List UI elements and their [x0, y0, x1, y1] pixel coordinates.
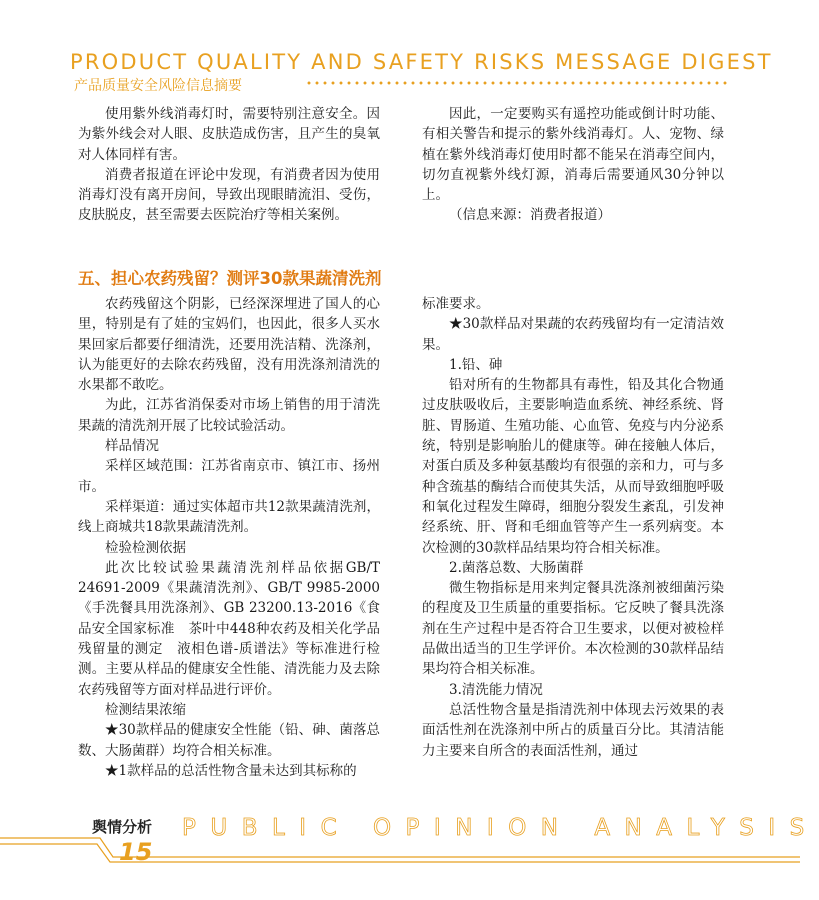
paragraph: 农药残留这个阴影，已经深深埋进了国人的心里，特别是有了娃的宝妈们，也因此，很多人买水果回家后都要仔细清洗，还要用洗洁精、洗涤剂，认为能更好的去除农药残留，没有用洗涤剂清洗的水果都不敢吃。: [78, 296, 380, 394]
paragraph: 采样区域范围：江苏省南京市、镇江市、扬州市。: [78, 458, 380, 495]
subheading: 检验检测依据: [105, 539, 186, 556]
paragraph: 微生物指标是用来判定餐具洗涤剂被细菌污染的程度及卫生质量的重要指标。它反映了餐具洗涤剂在生产过程中是否符合卫生要求，以便对被检样品做出适当的卫生学评价。本次检测的30款样品结果均符合相关标准。: [422, 580, 724, 678]
source-note: （信息来源：消费者报道）: [449, 207, 611, 224]
paragraph: 铅对所有的生物都具有毒性，铅及其化合物通过皮肤吸收后，主要影响造血系统、神经系统、肾脏、胃肠道、生殖功能、心血管、免疫与内分泌系统，特别是影响胎儿的健康等。砷在接触人体后，对蛋白质及多种氨基酸均有很强的亲和力，可与多种含巯基的酶结合而使其失活，从而导致细胞呼吸和氧化过程发生障碍，细胞分裂发生紊乱，引发神经系统、肝、肾和毛细血管等产生一系列病变。本次检测的30款样品结果均符合相关标准。: [422, 377, 724, 556]
footer-banner-en: PUBLIC OPINION ANALYSIS: [182, 815, 819, 841]
paragraph: ★30款样品的健康安全性能（铅、砷、菌落总数、大肠菌群）均符合相关标准。: [78, 722, 380, 759]
header-title-en: PRODUCT QUALITY AND SAFETY RISKS MESSAGE DIGEST: [70, 50, 773, 74]
subheading: 3.清洗能力情况: [449, 681, 543, 698]
subheading: 检测结果浓缩: [105, 701, 186, 718]
top-left-column: [78, 104, 380, 226]
header-dotted-rule: [305, 79, 730, 87]
paragraph: ★1款样品的总活性物含量未达到其标称的: [105, 762, 357, 779]
subheading: 2.菌落总数、大肠菌群: [449, 559, 584, 576]
page-number: 15: [119, 838, 153, 866]
subheading: 1.铅、砷: [449, 356, 503, 373]
right-column: [422, 294, 724, 761]
header-title-cn: 产品质量安全风险信息摘要: [74, 78, 242, 94]
section-title: 五、担心农药残留？测评30款果蔬清洗剂: [78, 269, 382, 288]
paragraph: 使用紫外线消毒灯时，需要特别注意安全。因为紫外线会对人眼、皮肤造成伤害，且产生的臭氧对人体同样有害。: [78, 106, 380, 163]
paragraph: 为此，江苏省消保委对市场上销售的用于清洗果蔬的清洗剂开展了比较试验活动。: [78, 397, 380, 434]
subheading: 样品情况: [105, 438, 159, 455]
paragraph: 采样渠道：通过实体超市共12款果蔬清洗剂，线上商城共18款果蔬清洗剂。: [78, 498, 380, 536]
paragraph: 因此，一定要购买有遥控功能或倒计时功能、有相关警告和提示的紫外线消毒灯。人、宠物、绿植在紫外线消毒灯使用时都不能呆在消毒空间内，切勿直视紫外线灯源，消毒后需要通风30分钟以上。: [422, 106, 724, 204]
paragraph: ★30款样品对果蔬的农药残留均有一定清洁效果。: [422, 316, 724, 353]
top-right-column: [422, 104, 724, 226]
paragraph: 此次比较试验果蔬清洗剂样品依据GB/T 24691-2009《果蔬清洗剂》、GB/T 9985-2000《手洗餐具用洗涤剂》、GB 23200.13-2016《食品安全国家标准 茶叶中448种农药及相关化学品残留量的测定 液相色谱-质谱法》等标准进行检测。主要从样品的健康安全性能、清洗能力及去除农药残留等方面对样品进行评价。: [78, 559, 380, 698]
paragraph: 总活性物含量是指清洗剂中体现去污效果的表面活性剂在洗涤剂中所占的质量百分比。其清洁能力主要来自所含的表面活性剂，通过: [422, 701, 724, 759]
footer-section-label: 舆情分析: [92, 818, 153, 836]
paragraph: 标准要求。: [422, 296, 490, 312]
left-column: [78, 294, 380, 781]
paragraph: 消费者报道在评论中发现，有消费者因为使用消毒灯没有离开房间，导致出现眼睛流泪、受伤，皮肤脱皮，甚至需要去医院治疗等相关案例。: [78, 166, 380, 224]
